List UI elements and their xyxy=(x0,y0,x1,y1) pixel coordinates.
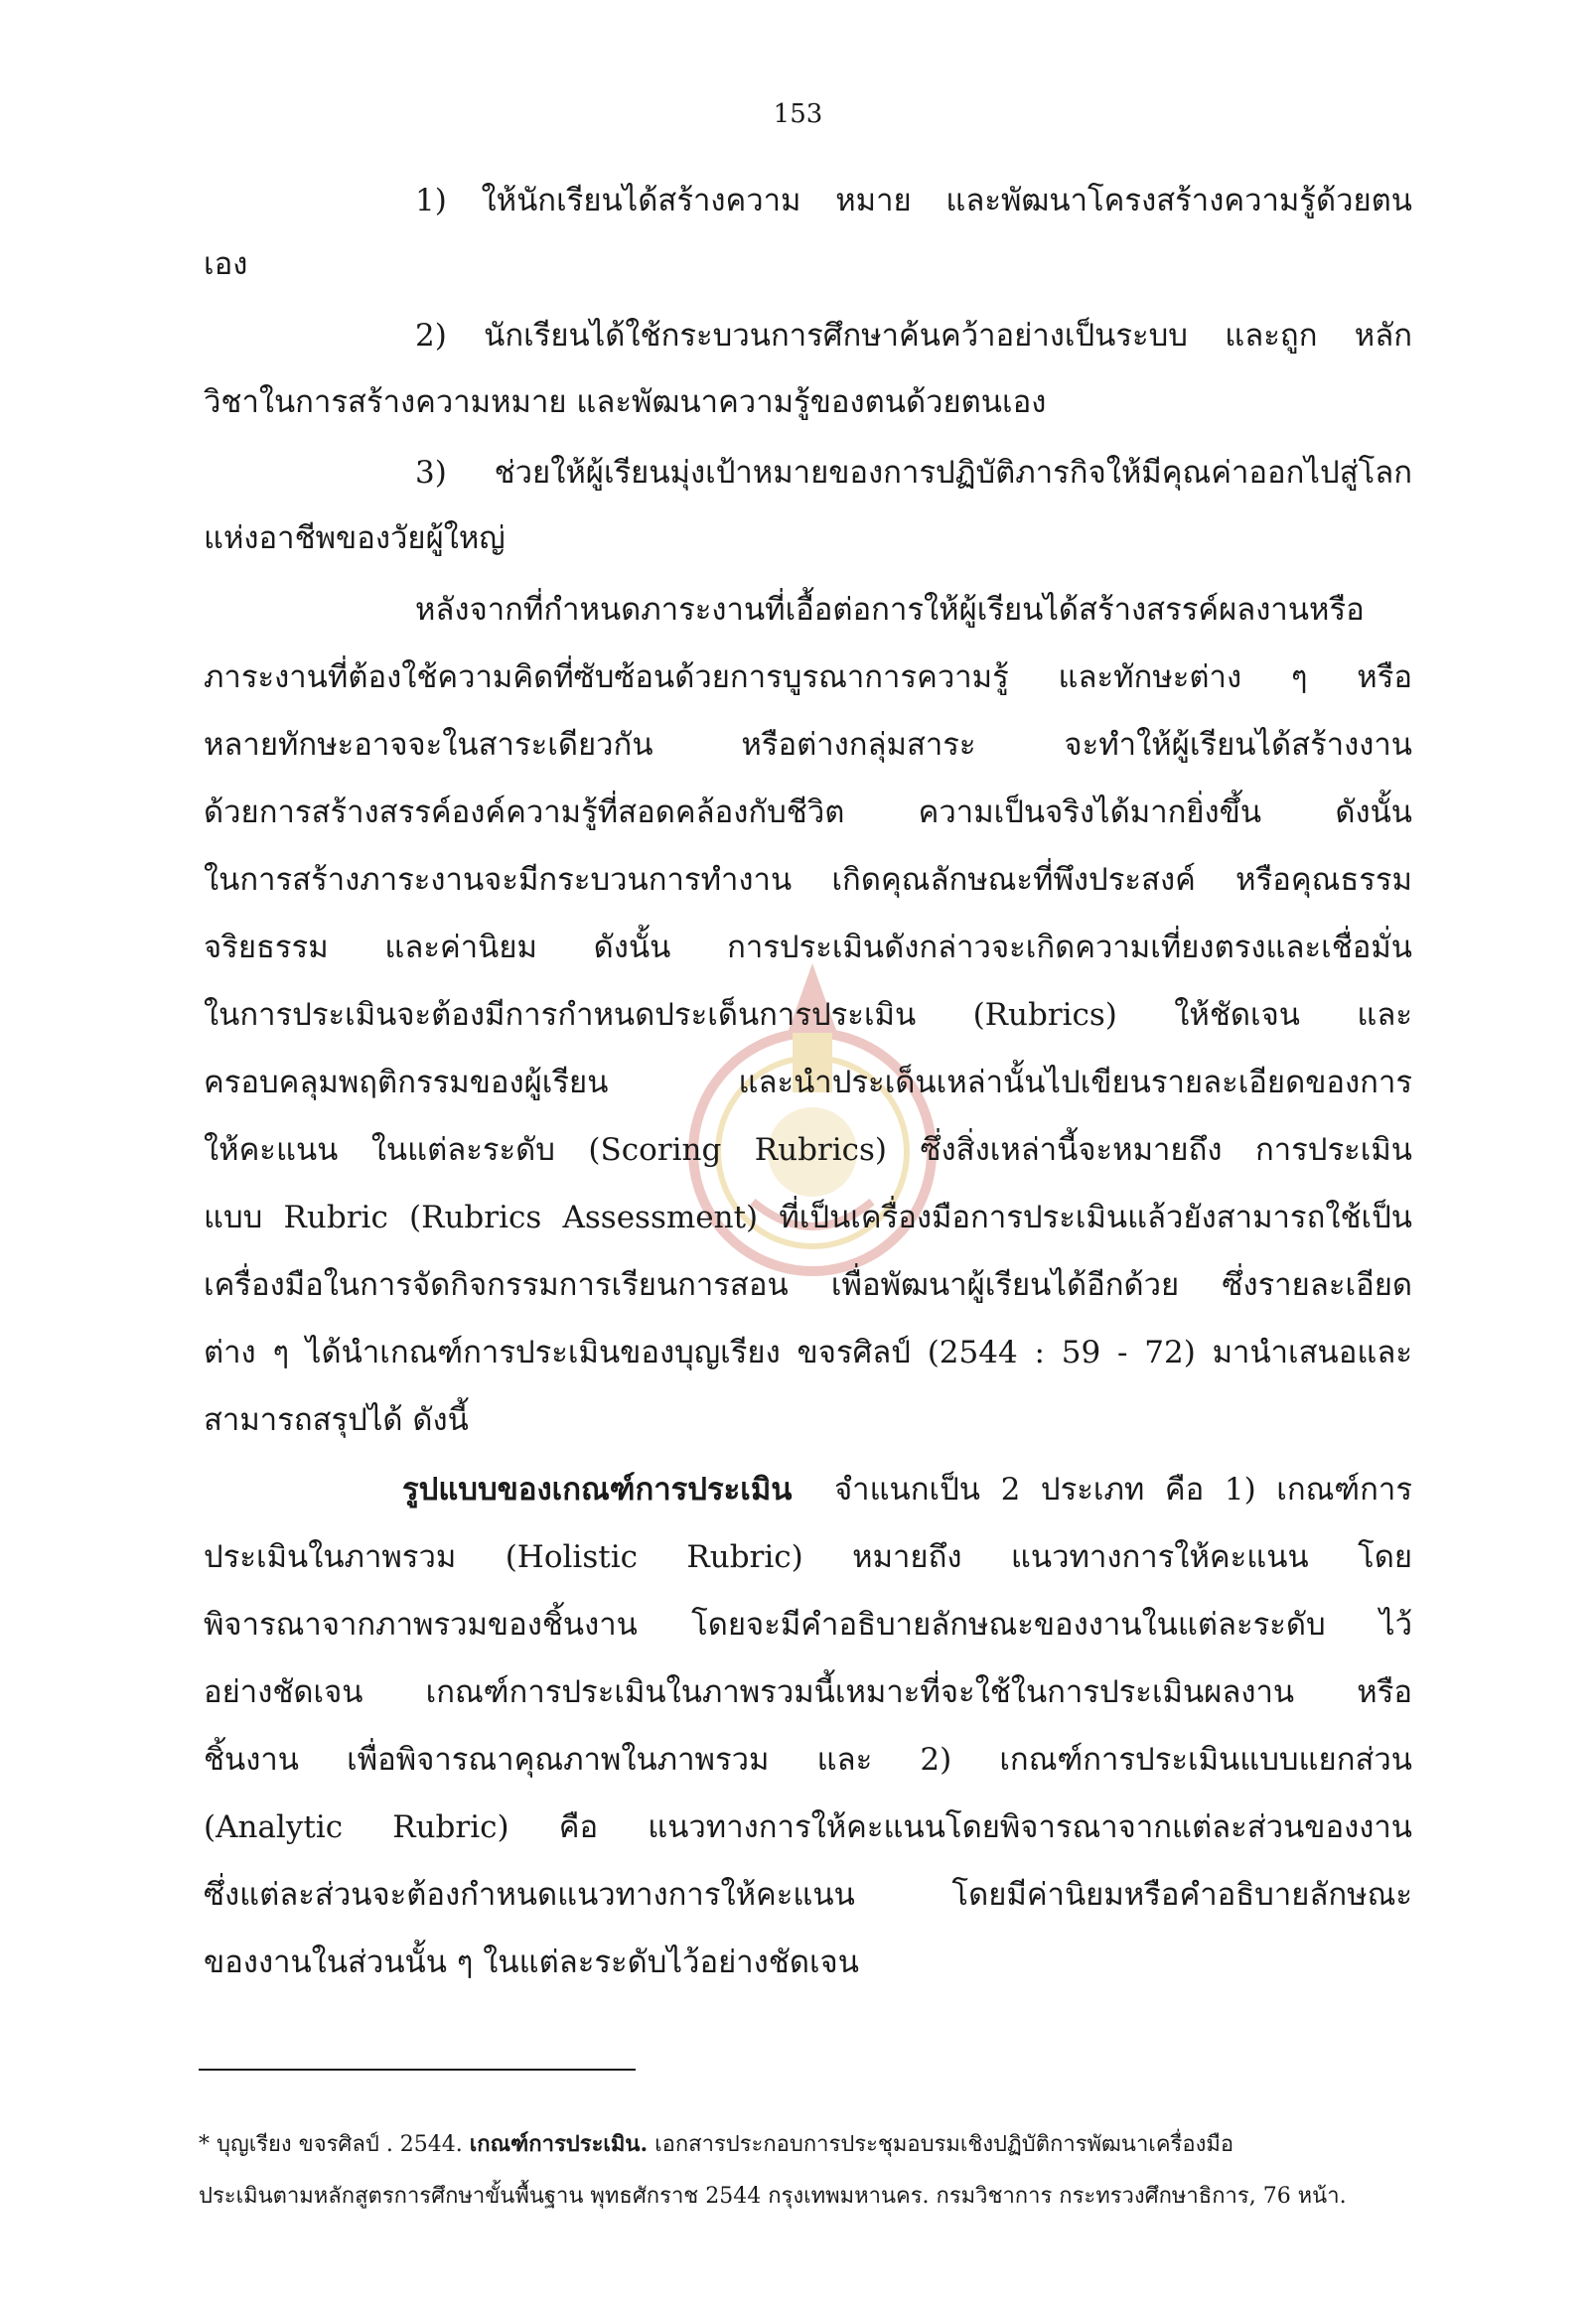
text-line-8: ภาระงานที่ต้องใช้ความคิดที่ซับซ้อนด้วยการบูรณาการความรู้ และทักษะต่าง ๆ หรือ xyxy=(204,659,1412,695)
footnote-line-1 xyxy=(199,2129,1233,2160)
text-line-17: เครื่องมือในการจัดกิจกรรมการเรียนการสอน เพื่อพัฒนาผู้เรียนได้อีกด้วย ซึ่งรายละเอียด xyxy=(204,1267,1412,1303)
text-line-3: 2) นักเรียนได้ใช้กระบวนการศึกษาค้นคว้าอย่างเป็นระบบ และถูก หลัก xyxy=(415,318,1412,354)
page-number: 153 xyxy=(773,99,823,129)
text-line-16: แบบ Rubric (Rubrics Assessment) ที่เป็นเครื่องมือการประเมินแล้วยังสามารถใช้เป็น xyxy=(204,1200,1412,1235)
text-line-22: พิจารณาจากภาพรวมของชิ้นงาน โดยจะมีคำอธิบายลักษณะของงานในแต่ละระดับ ไว้ xyxy=(204,1607,1412,1643)
text-line-14: ครอบคลุมพฤติกรรมของผู้เรียน และนำประเด็นเหล่านั้นไปเขียนรายละเอียดของการ xyxy=(204,1065,1412,1100)
text-line-21: ประเมินในภาพรวม (Holistic Rubric) หมายถึง แนวทางการให้คะแนน โดย xyxy=(204,1539,1412,1575)
text-line-24: ชิ้นงาน เพื่อพิจารณาคุณภาพในภาพรวม และ 2) เกณฑ์การประเมินแบบแยกส่วน xyxy=(204,1742,1412,1778)
footnote-description: เอกสารประกอบการประชุมอบรมเชิงปฏิบัติการพัฒนาเครื่องมือ xyxy=(648,2132,1234,2157)
footnote-marker: * xyxy=(199,2132,210,2157)
text-line-19: สามารถสรุปได้ ดังนี้ xyxy=(204,1402,469,1438)
text-line-23: อย่างชัดเจน เกณฑ์การประเมินในภาพรวมนี้เหมาะที่จะใช้ในการประเมินผลงาน หรือ xyxy=(204,1674,1412,1710)
text-line-7: หลังจากที่กำหนดภาระงานที่เอื้อต่อการให้ผู้เรียนได้สร้างสรรค์ผลงานหรือ xyxy=(415,592,1365,628)
text-line-10: ด้วยการสร้างสรรค์องค์ความรู้ที่สอดคล้องกับชีวิต ความเป็นจริงได้มากยิ่งขึ้น ดังนั้น xyxy=(204,794,1412,830)
footnote-citation: บุญเรียง ขจรศิลป์ . 2544. xyxy=(210,2132,470,2157)
text-line-20: จำแนกเป็น 2 ประเภท คือ 1) เกณฑ์การ xyxy=(834,1472,1412,1508)
text-line-1: 1) ให้นักเรียนได้สร้างความ หมาย และพัฒนาโครงสร้างความรู้ด้วยตน xyxy=(415,183,1412,218)
section-heading: รูปแบบของเกณฑ์การประเมิน xyxy=(402,1472,793,1508)
text-line-4: วิชาในการสร้างความหมาย และพัฒนาความรู้ของตนด้วยตนเอง xyxy=(204,384,1047,420)
text-line-25: (Analytic Rubric) คือ แนวทางการให้คะแนนโดยพิจารณาจากแต่ละส่วนของงาน xyxy=(204,1809,1412,1845)
text-line-11: ในการสร้างภาระงานจะมีกระบวนการทำงาน เกิดคุณลักษณะที่พึงประสงค์ หรือคุณธรรม xyxy=(204,862,1412,898)
text-line-2: เอง xyxy=(204,246,248,282)
footnote-title: เกณฑ์การประเมิน. xyxy=(469,2131,649,2157)
text-line-27: ของงานในส่วนนั้น ๆ ในแต่ละระดับไว้อย่างชัดเจน xyxy=(204,1944,859,1980)
text-line-15: ให้คะแนน ในแต่ละระดับ (Scoring Rubrics) ซึ่งสิ่งเหล่านี้จะหมายถึง การประเมิน xyxy=(204,1132,1412,1168)
text-line-5: 3) ช่วยให้ผู้เรียนมุ่งเป้าหมายของการปฏิบัติภารกิจให้มีคุณค่าออกไปสู่โลก xyxy=(415,455,1412,491)
text-line-12: จริยธรรม และค่านิยม ดังนั้น การประเมินดังกล่าวจะเกิดความเที่ยงตรงและเชื่อมั่น xyxy=(204,930,1412,965)
text-line-9: หลายทักษะอาจจะในสาระเดียวกัน หรือต่างกลุ่มสาระ จะทำให้ผู้เรียนได้สร้างงาน xyxy=(204,727,1412,763)
text-line-18: ต่าง ๆ ได้นำเกณฑ์การประเมินของบุญเรียง ขจรศิลป์ (2544 : 59 - 72) มานำเสนอและ xyxy=(204,1335,1412,1370)
footnote-divider xyxy=(199,2069,636,2071)
text-line-13: ในการประเมินจะต้องมีการกำหนดประเด็นการประเมิน (Rubrics) ให้ชัดเจน และ xyxy=(204,997,1412,1033)
footnote-line-2: ประเมินตามหลักสูตรการศึกษาขั้นพื้นฐาน พุทธศักราช 2544 กรุงเทพมหานคร. กรมวิชาการ กระทรวงศึกษาธิการ, 76 หน้า. xyxy=(199,2184,1347,2209)
text-line-6: แห่งอาชีพของวัยผู้ใหญ่ xyxy=(204,520,506,556)
text-line-26: ซึ่งแต่ละส่วนจะต้องกำหนดแนวทางการให้คะแนน โดยมีค่านิยมหรือคำอธิบายลักษณะ xyxy=(204,1877,1412,1913)
